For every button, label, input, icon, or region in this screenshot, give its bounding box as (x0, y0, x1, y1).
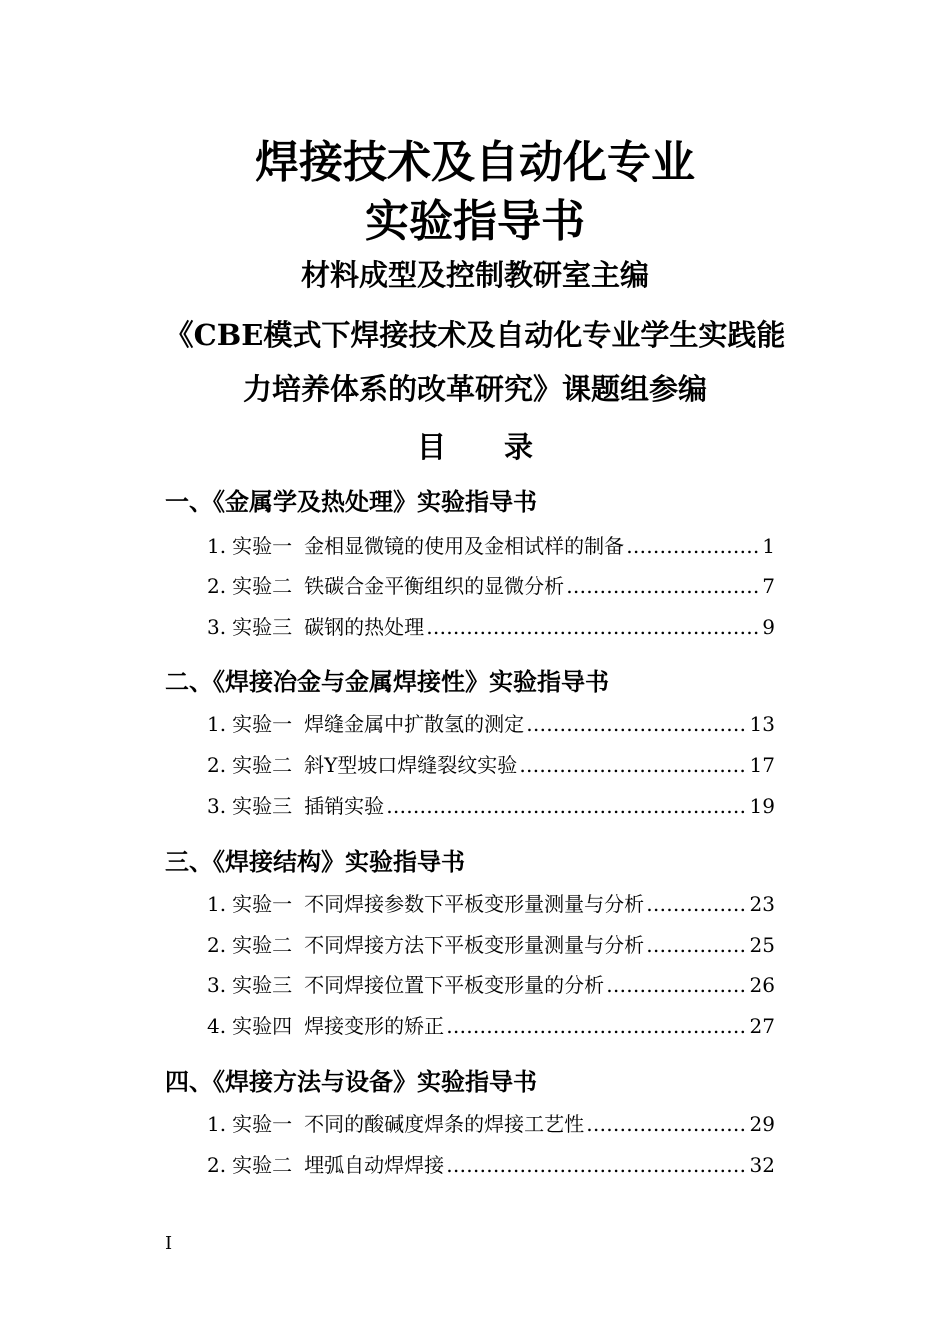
entry-page: 23 (749, 892, 775, 916)
leader-dots (626, 531, 760, 561)
project-line1: 《CBE模式下焊接技术及自动化专业学生实践能 (164, 318, 786, 352)
entry-page: 17 (749, 753, 775, 777)
leader-dots (646, 889, 747, 919)
toc-heading (0, 425, 950, 469)
entry-page: 27 (749, 1014, 775, 1038)
entry-page: 7 (762, 574, 775, 598)
toc-entry[interactable] (207, 889, 775, 919)
entry-page: 32 (749, 1153, 775, 1177)
entry-page: 1 (762, 534, 775, 558)
project-line2: 力培养体系的改革研究》课题组参编 (242, 372, 707, 406)
entry-title: 焊接变形的矫正 (304, 1014, 445, 1038)
entry-label: 实验一 (232, 892, 293, 916)
leader-dots (426, 612, 760, 642)
entry-number: 1. (207, 892, 227, 916)
entry-number: 2. (207, 1153, 227, 1177)
toc-section-heading: 三、《焊接结构》实验指导书 (165, 847, 465, 876)
entry-page: 25 (749, 933, 775, 957)
toc-heading-char1: 目 (416, 430, 446, 464)
entry-title: 插销实验 (304, 794, 385, 818)
document-title-line1: 焊接技术及自动化专业 (255, 137, 695, 188)
toc-entry[interactable] (207, 1150, 775, 1180)
entry-title: 不同焊接方法下平板变形量测量与分析 (304, 933, 645, 957)
entry-number: 3. (207, 973, 227, 997)
entry-label: 实验四 (232, 1014, 293, 1038)
entry-number: 3. (207, 794, 227, 818)
toc-entry[interactable] (207, 930, 775, 960)
entry-title: 焊缝金属中扩散氢的测定 (304, 712, 525, 736)
entry-title: 铁碳合金平衡组织的显微分析 (304, 574, 565, 598)
toc-entry[interactable] (207, 791, 775, 821)
entry-label: 实验二 (232, 574, 293, 598)
toc-entry[interactable] (207, 531, 775, 561)
toc-entry[interactable] (207, 709, 775, 739)
entry-page: 29 (749, 1112, 775, 1136)
entry-page: 9 (762, 615, 775, 639)
toc-entry[interactable] (207, 612, 775, 642)
entry-number: 3. (207, 615, 227, 639)
toc-entry[interactable] (207, 970, 775, 1000)
entry-number: 1. (207, 1112, 227, 1136)
entry-label: 实验三 (232, 973, 293, 997)
entry-number: 1. (207, 712, 227, 736)
toc-heading-char2: 录 (504, 430, 534, 464)
toc-entry[interactable] (207, 750, 775, 780)
entry-label: 实验二 (232, 933, 293, 957)
entry-number: 1. (207, 534, 227, 558)
entry-label: 实验三 (232, 615, 293, 639)
entry-number: 2. (207, 574, 227, 598)
entry-title: 斜Y型坡口焊缝裂纹实验 (304, 753, 518, 777)
entry-title: 不同焊接参数下平板变形量测量与分析 (304, 892, 645, 916)
leader-dots (526, 709, 747, 739)
leader-dots (566, 571, 760, 601)
entry-page: 13 (749, 712, 775, 736)
entry-page: 26 (749, 973, 775, 997)
entry-title: 金相显微镜的使用及金相试样的制备 (304, 534, 625, 558)
entry-label: 实验一 (232, 534, 293, 558)
entry-page: 19 (749, 794, 775, 818)
leader-dots (386, 791, 747, 821)
entry-title: 不同的酸碱度焊条的焊接工艺性 (304, 1112, 585, 1136)
entry-title: 碳钢的热处理 (304, 615, 425, 639)
toc-section-heading: 四、《焊接方法与设备》实验指导书 (165, 1067, 537, 1096)
entry-title: 不同焊接位置下平板变形量的分析 (304, 973, 605, 997)
leader-dots (646, 930, 747, 960)
toc-entry[interactable] (207, 1011, 775, 1041)
entry-title: 埋弧自动焊焊接 (304, 1153, 445, 1177)
leader-dots (606, 970, 747, 1000)
entry-number: 2. (207, 933, 227, 957)
entry-label: 实验三 (232, 794, 293, 818)
toc-entry[interactable] (207, 571, 775, 601)
page-number: I (165, 1233, 173, 1254)
leader-dots (446, 1150, 747, 1180)
entry-label: 实验一 (232, 1112, 293, 1136)
leader-dots (586, 1109, 747, 1139)
entry-label: 实验二 (232, 1153, 293, 1177)
toc-section-heading: 二、《焊接冶金与金属焊接性》实验指导书 (165, 667, 609, 696)
entry-label: 实验二 (232, 753, 293, 777)
editor-line: 材料成型及控制教研室主编 (300, 258, 649, 292)
leader-dots (519, 750, 747, 780)
entry-number: 4. (207, 1014, 227, 1038)
toc-entry[interactable] (207, 1109, 775, 1139)
toc-section-heading: 一、《金属学及热处理》实验指导书 (165, 487, 537, 516)
entry-number: 2. (207, 753, 227, 777)
entry-label: 实验一 (232, 712, 293, 736)
document-title-line2: 实验指导书 (365, 196, 585, 247)
leader-dots (446, 1011, 747, 1041)
